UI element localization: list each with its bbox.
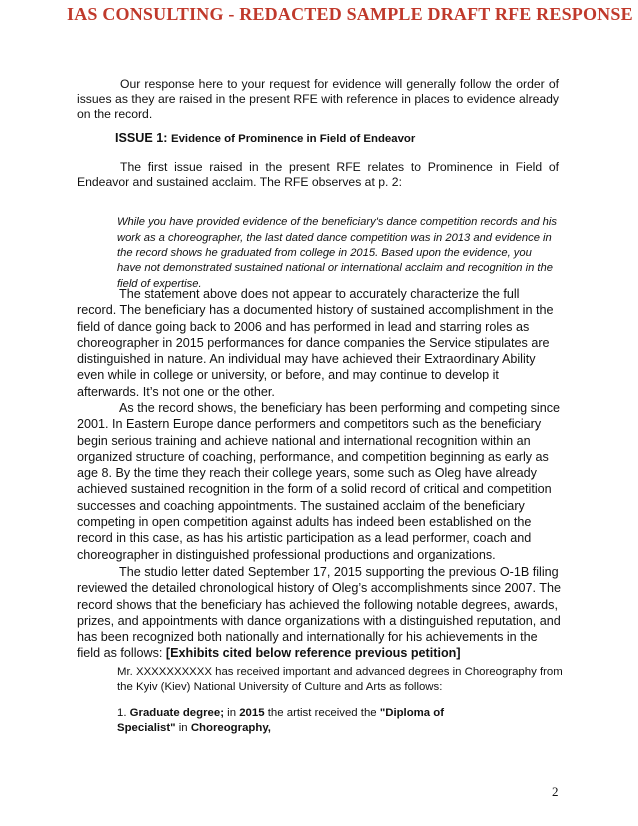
rfe-quote: While you have provided evidence of the beneficiary's dance competition records and his work as a choreographer, the last dated dance competition was in 2013 and evidence in the record shows he graduated from college in 2015. Based upon the evidence, you have not demonstrated sustained national or international acclaim and recognition in the field of expertise. bbox=[117, 216, 557, 290]
paragraph-history: As the record shows, the beneficiary has been performing and competing since 2001. In Eastern Europe dance performers and competitors such as the beneficiary begin serious training and achieve national and international recognition within an organized structure of coaching, performance, and competition beginning as early as age 8. By the time they reach their college years, some such as Oleg have already achieved sustained recognition in the form of a solid record of critical and competition successes and coaching appointments. The sustained acclaim of the beneficiary competing in open competition against adults has indeed been established on the record in this case, as has his artistic participation as a lead performer, coach and choreographer in distinguished professional productions and organizations. bbox=[77, 401, 561, 562]
list-item-year: 2015 bbox=[239, 707, 265, 719]
paragraph-studio-letter bbox=[77, 564, 561, 662]
issue-title: Evidence of Prominence in Field of Endeavor bbox=[171, 133, 416, 145]
list-item-number: 1. bbox=[117, 707, 127, 719]
list-item-label: Graduate degree; bbox=[129, 707, 224, 719]
page-number: 2 bbox=[552, 784, 559, 799]
degree-paragraph: Mr. XXXXXXXXXX has received important and advanced degrees in Choreography from the Kyiv (Kiev) National University of Culture and Arts as follows: bbox=[117, 666, 563, 694]
issue-intro-paragraph: The first issue raised in the present RFE relates to Prominence in Field of Endeavor and sustained acclaim. The RFE observes at p. 2: bbox=[77, 160, 559, 189]
issue-number: ISSUE 1: bbox=[115, 131, 168, 145]
list-item-mid: the artist received the bbox=[267, 707, 377, 719]
studio-letter-text: The studio letter dated September 17, 2015 supporting the previous O-1B filing reviewed the detailed chronological history of Oleg’s accomplishments since 2007. The record shows that the beneficiary has achieved the following notable degrees, awards, prizes, and appointments with dance organizations with a distinguished reputation, and has been recognized both nationally and internationally for his achievements in the field as follows: bbox=[77, 565, 561, 661]
exhibits-note: [Exhibits cited below reference previous petition] bbox=[165, 646, 461, 661]
list-item-field: Choreography, bbox=[190, 722, 271, 735]
paragraph-record: The statement above does not appear to accurately characterize the full record. The beneficiary has a documented history of sustained accomplishment in the field of dance going back to 2006 and has performed in lead and starring roles as choreographer in 2015 performances for dance companies the Service stipulates are distinguished in nature. An individual may have achieved their Extraordinary Ability even while in college or university, or before, and may continue to develop it afterwards. It’s not one or the other. bbox=[77, 287, 554, 399]
list-item-diploma: "Diploma of Specialist" bbox=[117, 707, 445, 735]
document-header: IAS CONSULTING - REDACTED SAMPLE DRAFT RFE RESPONSE bbox=[67, 4, 633, 24]
list-item bbox=[117, 706, 477, 737]
issue-heading bbox=[115, 131, 415, 145]
list-item-in2: in bbox=[178, 722, 188, 735]
intro-paragraph: Our response here to your request for evidence will generally follow the order of issues as they are raised in the present RFE with reference in places to evidence already on the record. bbox=[77, 77, 559, 121]
list-item-in: in bbox=[227, 707, 237, 719]
